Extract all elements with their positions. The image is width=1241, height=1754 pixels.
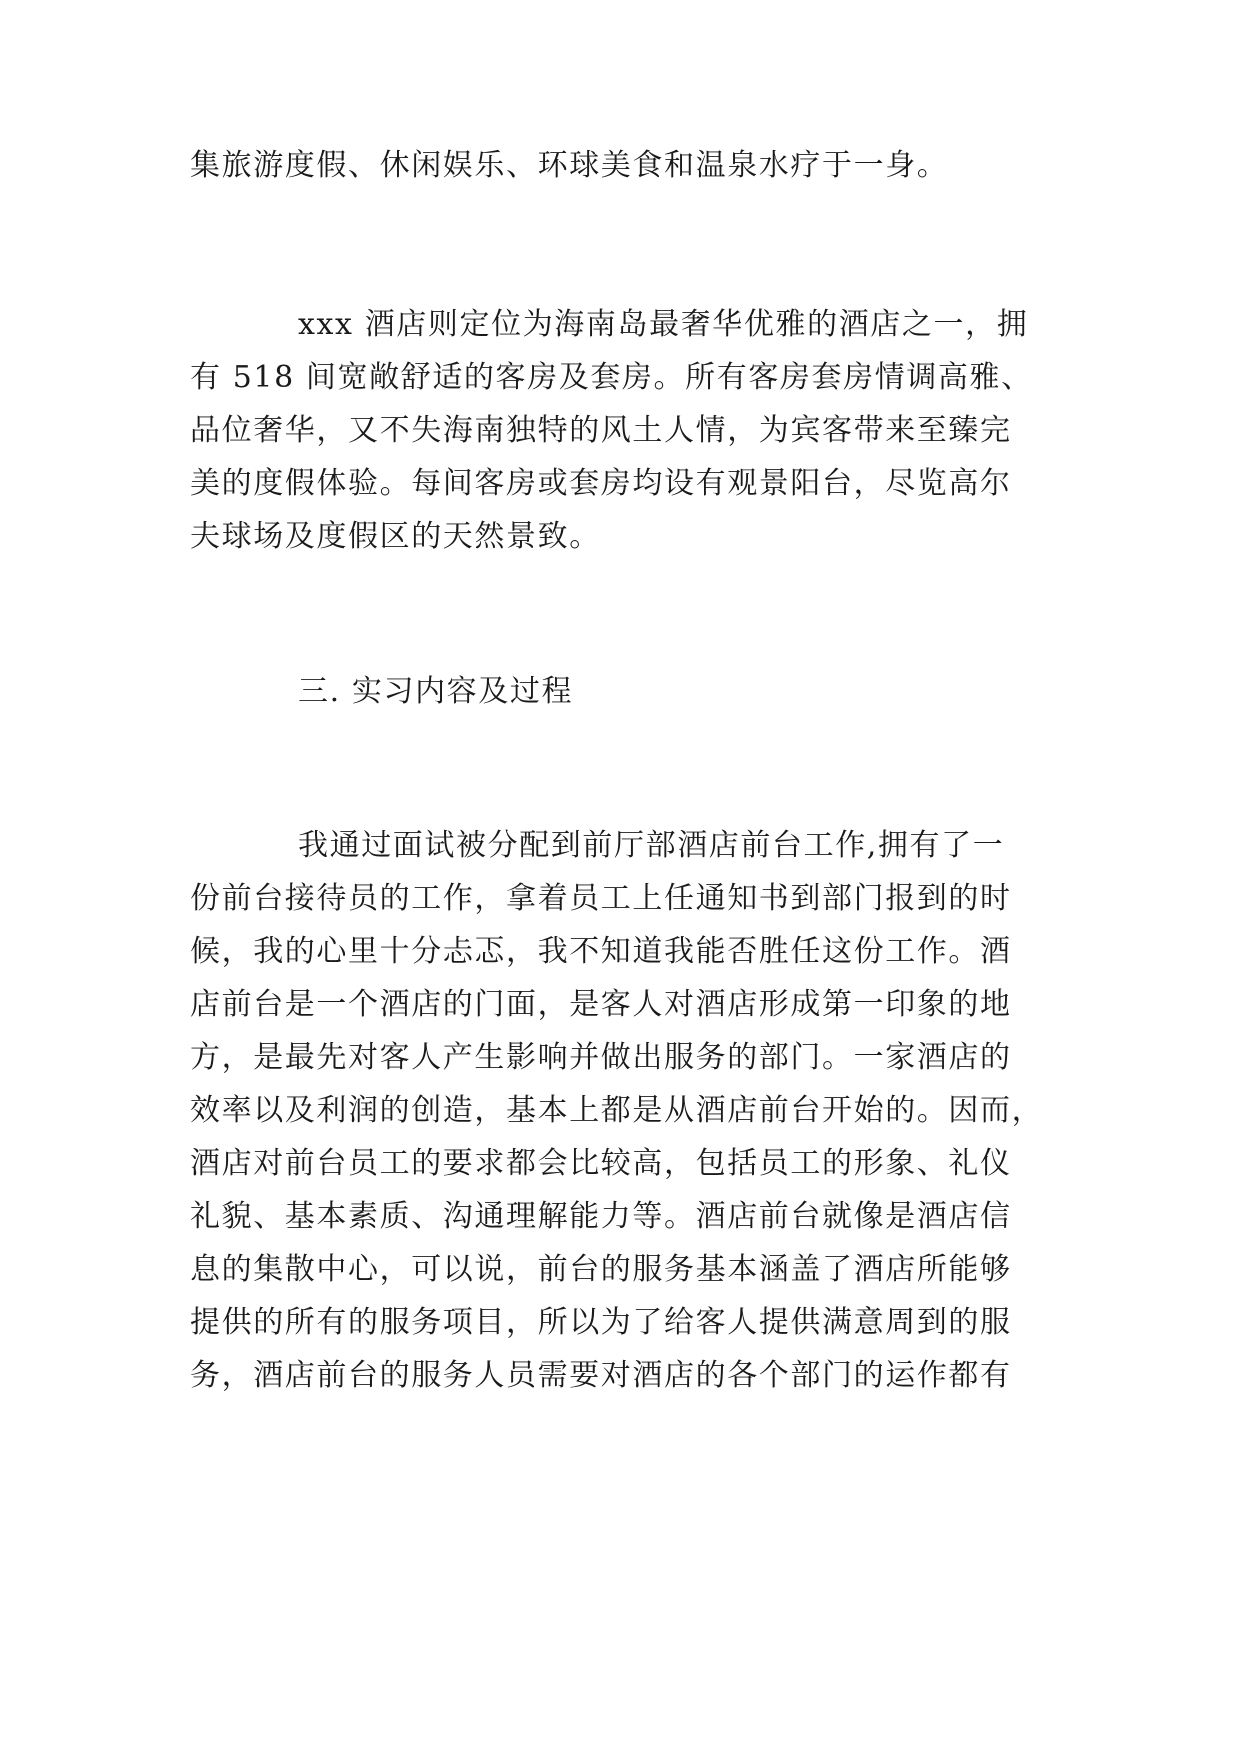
text-line: 效率以及利润的创造，基本上都是从酒店前台开始的。因而， <box>190 1093 1044 1128</box>
text-line: 美的度假体验。每间客房或套房均设有观景阳台，尽览高尔 <box>190 466 1012 501</box>
text-line: 礼貌、基本素质、沟通理解能力等。酒店前台就像是酒店信 <box>190 1199 1012 1234</box>
text-line: 有 518 间宽敞舒适的客房及套房。所有客房套房情调高雅、 <box>190 360 1033 395</box>
text-line: 我通过面试被分配到前厅部酒店前台工作,拥有了一 <box>298 828 1005 863</box>
text-line: 酒店对前台员工的要求都会比较高，包括员工的形象、礼仪 <box>190 1146 1012 1181</box>
text-line: 提供的所有的服务项目，所以为了给客人提供满意周到的服 <box>190 1305 1012 1340</box>
text-line: 息的集散中心，可以说，前台的服务基本涵盖了酒店所能够 <box>190 1252 1012 1287</box>
text-line: 方，是最先对客人产生影响并做出服务的部门。一家酒店的 <box>190 1040 1012 1075</box>
text-line: 候，我的心里十分忐忑，我不知道我能否胜任这份工作。酒 <box>190 934 1012 969</box>
text-line: 务，酒店前台的服务人员需要对酒店的各个部门的运作都有 <box>190 1358 1012 1393</box>
section-heading: 三. 实习内容及过程 <box>298 674 574 709</box>
text-line: 店前台是一个酒店的门面，是客人对酒店形成第一印象的地 <box>190 987 1012 1022</box>
text-line: 品位奢华，又不失海南独特的风土人情，为宾客带来至臻完 <box>190 413 1012 448</box>
text-line: 夫球场及度假区的天然景致。 <box>190 519 601 554</box>
text-line: 集旅游度假、休闲娱乐、环球美食和温泉水疗于一身。 <box>190 148 949 183</box>
text-line: xxx 酒店则定位为海南岛最奢华优雅的酒店之一，拥 <box>298 307 1029 342</box>
text-line: 份前台接待员的工作，拿着员工上任通知书到部门报到的时 <box>190 881 1012 916</box>
